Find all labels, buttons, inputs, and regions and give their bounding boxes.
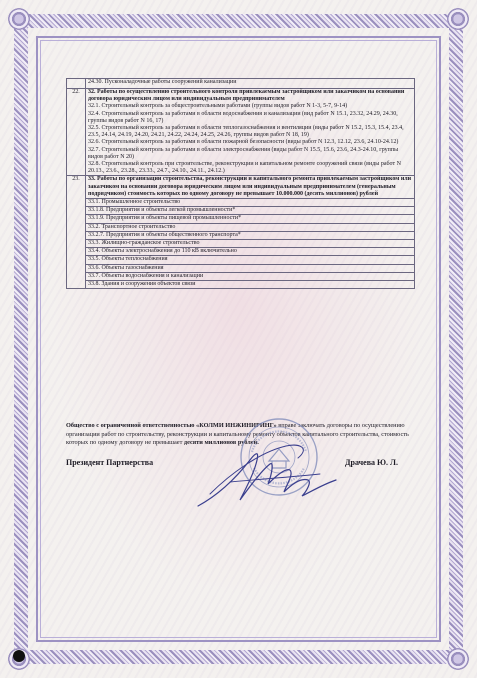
corner-rosette-icon (447, 8, 469, 30)
corner-rosette-icon (8, 8, 30, 30)
row-number: 23. (67, 176, 86, 289)
list-item: 33.7. Объекты водоснабжения и канализации (86, 272, 414, 280)
signature-icon (190, 434, 340, 518)
list-item: 33.1. Промышленное строительство (86, 198, 414, 206)
section-heading: 32. Работы по осуществлению строительного контроля привлекаемым застройщиком или заказчиком на основании договора юридическим лицом или индивидуальным предпринимателем (88, 89, 405, 103)
list-item: 32.8. Строительный контроль при строительстве, реконструкции и капитальном ремонте сооружений связи (виды работ N 20.13., 23.6., 23.28., 23.33., 24.7., 24.10., 24.11., 24.12.) (88, 161, 401, 175)
list-item: 32.1. Строительный контроль за общестроительными работами (группы видов работ N 1-3, 5-7, 9-14) (88, 103, 348, 110)
list-item: 32.5. Строительный контроль за работами в области теплогазоснабжения и вентиляции (виды работ N 15.2, 15.3, 15.4, 23.4, 23.5, 24.14, 24.19, 24.20, 24.21, 24.22, 24.24, 24.25, 24.26, группы видов работ N 18, 19) (88, 125, 404, 139)
list-item: 33.1.9. Предприятия и объекты пищевой промышленности* (86, 214, 414, 222)
punch-hole-icon (13, 650, 25, 662)
statement-body: вправе заключать договоры по осуществлению организации работ по строительству, реконструкции и капитальному ремонту объектов капитального строительства, стоимость которых по одному договору не превышает (66, 422, 409, 447)
table-cell (86, 89, 415, 176)
president-title: Президент Партнерства (66, 458, 154, 467)
work-types-table (66, 78, 415, 289)
table-row (67, 89, 415, 176)
section-heading: 33. Работы по организации строительства, реконструкции и капитального ремонта привлекаемым застройщиком или заказчиком на основании договора юридическим лицом или индивидуальным предпринимателем (генеральным подрядчиком) стоимость которых по одному договору не превышает 10.000.000 (десять миллионов) рублей (88, 176, 412, 197)
amount-limit: десяти миллионов рублей. (183, 439, 259, 447)
table-row (67, 176, 415, 289)
table-row (67, 79, 415, 89)
list-item: 33.6. Объекты газоснабжения (86, 264, 414, 272)
list-item: 33.8. Здания и сооружения объектов связи (86, 280, 414, 288)
list-item: 33.2. Транспортное строительство (86, 223, 414, 231)
list-item: 33.4. Объекты электроснабжения до 110 кВ включительно (86, 247, 414, 255)
list-item: 32.6. Строительный контроль за работами в области пожарной безопасности (виды работ N 12.3, 12.12, 23.6, 24.10-24.12) (88, 139, 399, 146)
list-item: 33.2.7. Предприятия и объекты общественного транспорта* (86, 231, 414, 239)
list-item: 33.1.8. Предприятия и объекты легкой промышленности* (86, 206, 414, 214)
table-cell (86, 176, 415, 289)
row-number: 22. (67, 89, 86, 176)
company-name: Общество с ограниченной ответственностью «КОЛМИ ИНЖИНИРИНГ» (66, 422, 277, 429)
list-item: 33.3. Жилищно-гражданское строительство (86, 239, 414, 247)
list-item: 33.5. Объекты теплоснабжения (86, 255, 414, 263)
signatory-name: Драчева Ю. Л. (345, 458, 398, 467)
table-cell: 24.30. Пусконаладочные работы сооружений канализации (86, 79, 415, 89)
corner-rosette-icon (447, 648, 469, 670)
list-item: 32.4. Строительный контроль за работами в области водоснабжения и канализации (вид работ N 15.1, 23.32, 24.29, 24.30, группы видов работ N 16, 17) (88, 110, 398, 124)
list-item: 32.7. Строительный контроль за работами в области электроснабжения (виды работ N 15.5, 15.6, 23.6, 24.3-24.10, группы видов работ N 20) (88, 146, 399, 160)
